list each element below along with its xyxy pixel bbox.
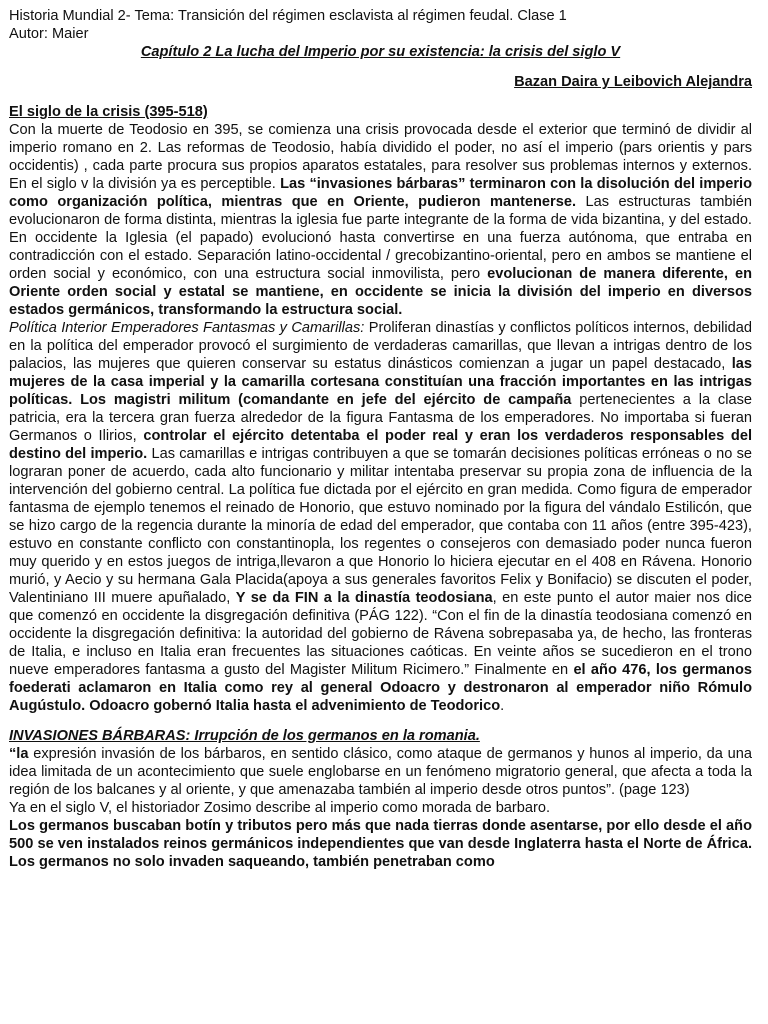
text-run: pertenecientes a la clase patricia, era la tercera gran fuerza alrededor de la figura Fantasma de los emperadores. No importaba si fueran Germanos o Ilirios, — [9, 392, 752, 444]
section-title-invasiones: INVASIONES BÁRBARAS: Irrupción de los germanos en la romania. — [9, 728, 480, 744]
author-line: Autor: Maier — [9, 26, 89, 42]
paragraph-germanos: Los germanos buscaban botín y tributos pero más que nada tierras donde asentarse, por ello desde el año 500 se ven instalados reinos germánicos independientes que van desde Inglaterra hasta el Norte de África. Los germanos no solo invaden saqueando, también penetraban como — [9, 818, 752, 870]
text-run: expresión invasión de los bárbaros, en sentido clásico, como ataque de germanos y hunos al imperio, da una idea limitada de un acontecimiento que suele englobarse en un fenómeno migratorio general, que afecta a toda la región de los balcanes y al oriente, y que amenazaba también al imperio desde otros puntos”. (page 123) — [9, 746, 752, 798]
text-run: Proliferan dinastías y conflictos políticos internos, debilidad en la política del emperador provocó el surgimiento de verdaderas camarillas, que llevan a intrigas dentro de los palacios, las mujeres que quieren conservar su estatus dinásticos comienzan a jugar un papel destacado, — [9, 320, 752, 372]
chapter-title: Capítulo 2 La lucha del Imperio por su existencia: la crisis del siglo V — [140, 44, 621, 60]
bold-run: Las “invasiones bárbaras” terminaron con la disolución del imperio como organización política, mientras que en Oriente, pudieron mantenerse. — [9, 176, 752, 210]
bold-run: controlar el ejército detentaba el poder real y eran los verdaderos responsables del destino del imperio. — [9, 428, 752, 462]
bold-run: las mujeres de la casa imperial y la camarilla cortesana constituían una fracción importantes en las intrigas políticas. Los magistri militum (comandante en jefe del ejército de campaña — [9, 356, 752, 408]
paragraph-zosimo: Ya en el siglo V, el historiador Zosimo describe al imperio como morada de barbaro. — [9, 800, 551, 816]
text-run: Las estructuras también evolucionaron de forma distinta, mientras la iglesia fue parte integrante de la forma de vida bizantina, y del estado. En occidente la Iglesia (el papado) evolucionó hasta convertirse en una fuerza autónoma, que entraba en contradicción con el estado. Separación latino-occidental / grecobizantino-oriental, pero en ambos se mantiene el orden social y económico, con una estructura social inmovilista, pero — [9, 194, 752, 282]
paragraph-teodosio — [9, 121, 752, 319]
bold-run: Y se da FIN a la dinastía teodosiana — [235, 590, 493, 606]
course-header: Historia Mundial 2- Tema: Transición del régimen esclavista al régimen feudal. Clase 1 — [9, 8, 567, 24]
italic-run: Política Interior Emperadores Fantasmas y Camarillas: — [9, 320, 365, 336]
paragraph-expresion-invasion — [9, 745, 752, 799]
paragraph-politica-interior — [9, 319, 752, 715]
bold-run: el año 476, los germanos foederati aclamaron en Italia como rey al general Odoacro y destronaron al emperador niño Rómulo Augústulo. Odoacro gobernó Italia hasta el advenimiento de Teodorico — [9, 662, 752, 714]
text-run: Las camarillas e intrigas contribuyen a que se tomarán decisiones políticas erróneas o no se lograran poner de acuerdo, cada alto funcionario y militar intentaba preservar su propia zona de influencia de la intervención del gobierno central. La política fue dictada por el ejército en gran medida. Como figura de emperador fantasma de ejemplo tenemos el reinado de Honorio, que estuvo nominado por la figura del vándalo Estilicón, que se hizo cargo de la regencia durante la minoría de edad del emperador, que contaba con 11 años (entre 395-423), estuvo en constante conflicto con constantinopla, los regentes o consejeros con demasiado poder nunca fueron muy querido y en estos juegos de intriga,llevaron a que Honorio lo hiciera ejecutar en el 408 en Rávena. Honorio murió, y Aecio y su hermana Gala Placida(apoya a sus generales favoritos Felix y Bonifacio) se discuten el poder, Valentiniano III muere apuñalado, — [9, 446, 752, 606]
bold-run: “la — [9, 746, 29, 762]
text-run: Con la muerte de Teodosio en 395, se comienza una crisis provocada desde el exterior que terminó de dividir al imperio romano en 2. Las reformas de Teodosio, había dividido el poder, no así el imperio (pars orientis y pars occidentis) , cada parte procura sus propios aparatos estatales, para resolver sus problemas internos y externos. En el siglo v la división ya es perceptible. — [9, 122, 752, 192]
document-authors: Bazan Daira y Leibovich Alejandra — [514, 74, 752, 90]
bold-run: evolucionan de manera diferente, en Oriente orden social y estatal se mantiene, en occidente se inicia la división del imperio en diversos estados germánicos, transformando la estructura social. — [9, 266, 752, 318]
text-run: , en este punto el autor maier nos dice que comenzó en occidente la disgregación definitiva (PÁG 122). “Con el fin de la dinastía teodosiana comenzó en occidente la disgregación definitiva: la autoridad del gobierno de Rávena sobrepasaba ya, de hecho, las fronteras de Italia, e incluso en Italia eran frecuentes las situaciones caóticas. En veinte años se sucedieron en el trono nueve emperadores fantasma a gusto del Magister Militum Ricimero.” Finalmente en — [9, 590, 752, 678]
section-title-crisis: El siglo de la crisis (395-518) — [9, 104, 208, 120]
text-run: . — [500, 698, 505, 714]
